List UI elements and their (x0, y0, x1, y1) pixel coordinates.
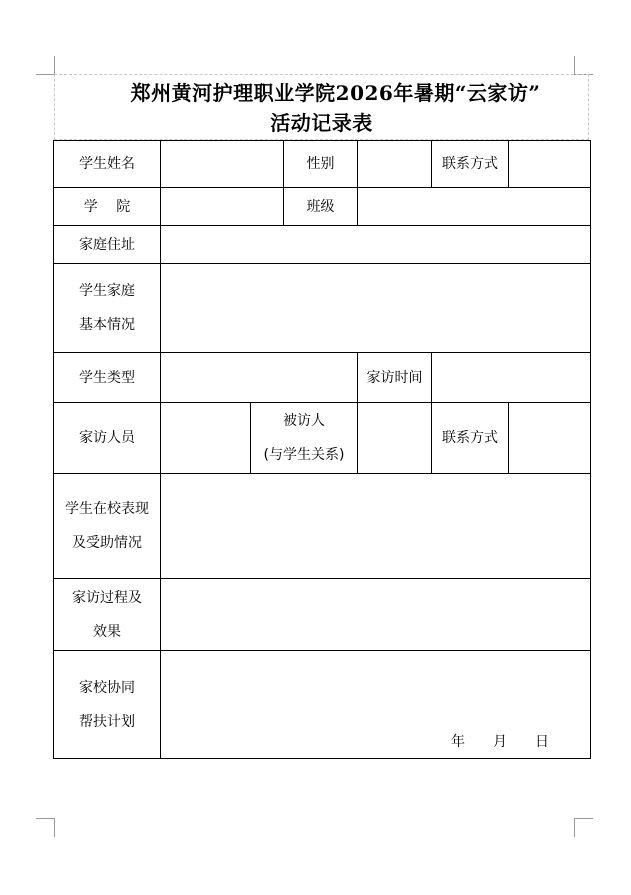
crop-mark-bottom-left (36, 818, 55, 837)
student-type-label: 学生类型 (54, 353, 161, 403)
visit-process-label-line-1: 家访过程及 (72, 589, 142, 606)
document-title (54, 74, 589, 140)
row-student-type (54, 353, 591, 403)
visit-process-label-line-2: 效果 (93, 623, 121, 640)
row-school-performance (54, 474, 591, 579)
row-family-basics (54, 264, 591, 353)
home-address-label: 家庭住址 (54, 226, 161, 264)
visit-process-field[interactable] (161, 579, 591, 651)
family-basics-label-line-2: 基本情况 (79, 317, 135, 333)
visitors-field[interactable] (161, 403, 251, 474)
row-college (54, 188, 591, 226)
title-line-2: 活动记录表 (270, 111, 373, 135)
interviewee-label (251, 403, 358, 474)
row-coop-plan (54, 651, 591, 759)
interviewee-label-line-2: (与学生关系) (263, 447, 345, 463)
interviewee-label-line-1: 被访人 (283, 413, 325, 429)
coop-plan-label-line-1: 家校协同 (79, 679, 135, 696)
school-performance-label-line-2: 及受助情况 (72, 535, 142, 551)
record-form-table (53, 140, 591, 759)
row-visit-process (54, 579, 591, 651)
coop-plan-field[interactable] (161, 651, 591, 759)
contact-label-1: 联系方式 (432, 141, 509, 188)
student-name-label: 学生姓名 (54, 141, 161, 188)
gender-label: 性别 (284, 141, 358, 188)
row-home-address (54, 226, 591, 264)
contact-field-2[interactable] (509, 403, 591, 474)
row-visitors (54, 403, 591, 474)
date-line: 年 月 日 (451, 734, 549, 750)
visitors-label: 家访人员 (54, 403, 161, 474)
coop-plan-label (54, 651, 161, 759)
gender-field[interactable] (358, 141, 432, 188)
crop-mark-top-left (36, 56, 55, 75)
college-field[interactable] (161, 188, 284, 226)
row-student-name (54, 141, 591, 188)
family-basics-label-line-1: 学生家庭 (79, 283, 135, 299)
contact-field-1[interactable] (509, 141, 591, 188)
class-label: 班级 (284, 188, 358, 226)
visit-process-label (54, 579, 161, 651)
school-performance-label-line-1: 学生在校表现 (65, 501, 149, 517)
student-type-field[interactable] (161, 353, 358, 403)
visit-time-field[interactable] (432, 353, 591, 403)
school-performance-field[interactable] (161, 474, 591, 579)
interviewee-field[interactable] (358, 403, 432, 474)
visit-time-label: 家访时间 (358, 353, 432, 403)
family-basics-field[interactable] (161, 264, 591, 353)
class-field[interactable] (358, 188, 591, 226)
crop-mark-top-right (574, 56, 593, 75)
crop-mark-bottom-right (574, 818, 593, 837)
college-label: 学 院 (54, 188, 161, 226)
title-line-1: 郑州黄河护理职业学院2026年暑期“云家访” (130, 81, 541, 105)
coop-plan-label-line-2: 帮扶计划 (79, 713, 135, 730)
contact-label-2: 联系方式 (432, 403, 509, 474)
home-address-field[interactable] (161, 226, 591, 264)
family-basics-label (54, 264, 161, 353)
student-name-field[interactable] (161, 141, 284, 188)
school-performance-label (54, 474, 161, 579)
